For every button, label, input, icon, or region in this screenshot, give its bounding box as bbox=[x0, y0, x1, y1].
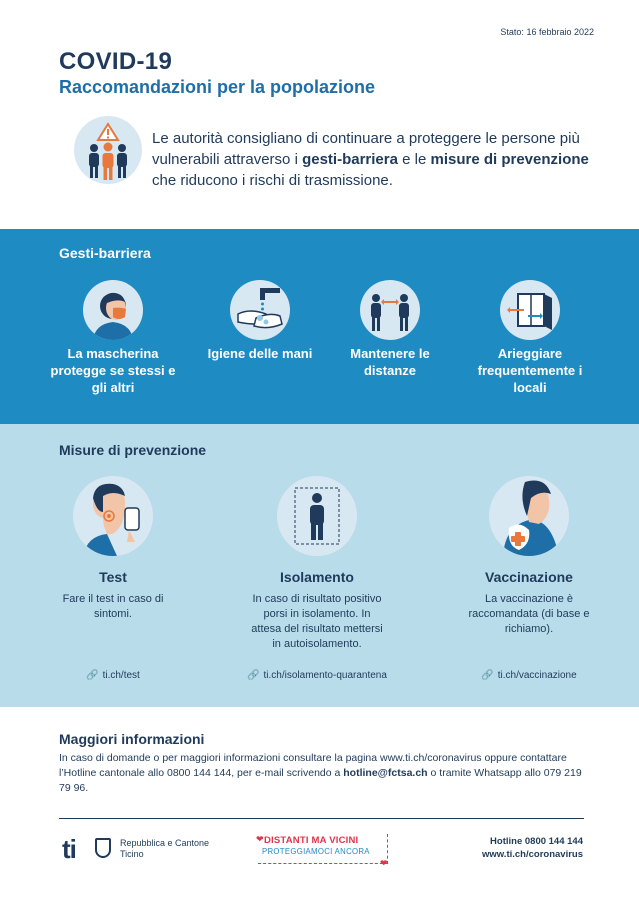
gesto-distanze bbox=[325, 280, 455, 379]
email-link[interactable]: hotline@fctsa.ch bbox=[343, 767, 428, 779]
link-icon: 🔗 bbox=[86, 670, 99, 681]
misura-title: Vaccinazione bbox=[485, 569, 573, 585]
more-info-title: Maggiori informazioni bbox=[59, 731, 205, 747]
gesto-label: Arieggiare frequentemente i locali bbox=[477, 346, 583, 395]
gesto-igiene bbox=[195, 280, 325, 362]
gesto-label: La mascherina protegge se stessi e gli altri bbox=[50, 346, 176, 395]
test-icon bbox=[73, 476, 153, 556]
isolation-icon bbox=[277, 476, 357, 556]
misura-isolamento bbox=[222, 476, 412, 652]
website-link[interactable]: www.ti.ch/coronavirus bbox=[481, 849, 583, 860]
page-title: COVID-19 bbox=[59, 48, 173, 75]
warning-people-icon bbox=[74, 116, 142, 184]
misura-vaccinazione bbox=[434, 476, 624, 637]
misura-title: Isolamento bbox=[280, 569, 354, 585]
footer-divider bbox=[59, 818, 584, 819]
misure-title: Misure di prevenzione bbox=[59, 442, 207, 458]
campaign-subtitle: PROTEGGIAMOCI ANCORA bbox=[262, 847, 370, 856]
status-date: Stato: 16 febbraio 2022 bbox=[500, 27, 594, 37]
misura-desc: Fare il test in caso di sintomi. bbox=[62, 593, 164, 620]
heart-icon: ❤ bbox=[256, 834, 264, 844]
misura-test bbox=[18, 476, 208, 622]
mask-icon bbox=[83, 280, 143, 340]
distance-icon bbox=[360, 280, 420, 340]
gesto-label: Igiene delle mani bbox=[207, 346, 313, 361]
link-vaccinazione[interactable]: 🔗 ti.ch/vaccinazione bbox=[481, 670, 577, 681]
link-icon: 🔗 bbox=[481, 670, 494, 681]
hotline-number: Hotline 0800 144 144 bbox=[490, 836, 583, 847]
ticino-logo: ti bbox=[62, 834, 76, 864]
link-icon: 🔗 bbox=[247, 670, 260, 681]
hotline-info bbox=[482, 835, 583, 861]
link-isolamento[interactable]: 🔗 ti.ch/isolamento-quarantena bbox=[247, 670, 387, 681]
vaccine-icon bbox=[489, 476, 569, 556]
handwash-icon bbox=[230, 280, 290, 340]
link-test[interactable]: 🔗 ti.ch/test bbox=[86, 670, 140, 681]
gesti-barriera-title: Gesti-barriera bbox=[59, 245, 151, 261]
misura-desc: In caso di risultato positivo porsi in isolamento. In attesa del risultato mettersi in autoisolamento. bbox=[251, 593, 383, 650]
misura-desc: La vaccinazione è raccomandata (di base e richiamo). bbox=[468, 593, 590, 635]
misura-title: Test bbox=[99, 569, 127, 585]
ticino-logo-text: Repubblica e Cantone Ticino bbox=[120, 838, 210, 859]
page-subtitle: Raccomandazioni per la popolazione bbox=[59, 77, 376, 97]
gesto-label: Mantenere le distanze bbox=[350, 346, 430, 378]
intro-paragraph: Le autorità consigliano di continuare a proteggere le persone più vulnerabili attraverso i gesti-barriera e le misure di prevenzione che riducono i rischi di trasmissione. bbox=[152, 130, 589, 189]
gesto-mascherina bbox=[48, 280, 178, 396]
gesto-arieggiare bbox=[465, 280, 595, 396]
shield-icon bbox=[95, 838, 111, 858]
heart-icon: ❤ bbox=[380, 858, 388, 868]
window-icon bbox=[500, 280, 560, 340]
campaign-title: DISTANTI MA VICINI bbox=[264, 835, 359, 846]
more-info-text: In caso di domande o per maggiori informazioni consultare la pagina www.ti.ch/coronavirus oppure contattare l’Hotline cantonale allo 0800 144 144, per e-mail scrivendo a hotline@fctsa.ch o tramite Whatsapp allo 079 219 79 96. bbox=[59, 752, 582, 794]
